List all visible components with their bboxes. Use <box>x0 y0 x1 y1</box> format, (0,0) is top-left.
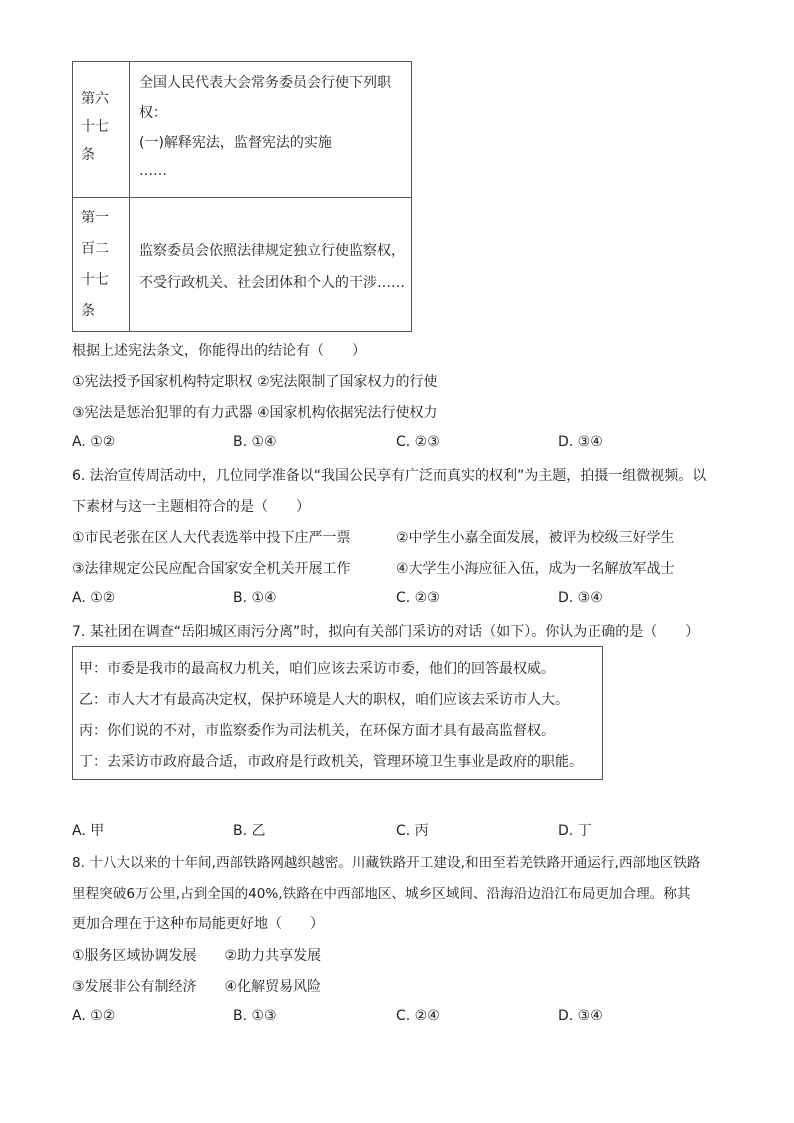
content-line: …… <box>139 163 167 179</box>
q5-option-d[interactable]: D. ③④ <box>558 434 603 450</box>
label-line: 第六 <box>81 91 109 107</box>
q6-option-b[interactable]: B. ①④ <box>233 590 277 606</box>
q8-stem: 更加合理在于这种布局能更好地（ ） <box>72 916 324 932</box>
q7-option-b[interactable]: B. 乙 <box>233 823 266 839</box>
article-67-label <box>81 85 109 169</box>
q8-option-a[interactable]: A. ①② <box>72 1008 116 1024</box>
q8-stem: 8. 十八大以来的十年间,西部铁路网越织越密。川藏铁路开工建设,和田至若羌铁路开通运行,西部地区铁路 <box>72 855 701 871</box>
article-table <box>72 61 412 332</box>
content-line: 不受行政机关、社会团体和个人的干涉…… <box>139 275 405 291</box>
content-line: (一)解释宪法，监督宪法的实施 <box>139 135 332 151</box>
dialog-line-bing: 丙：你们说的不对，市监察委作为司法机关，在环保方面才具有最高监督权。 <box>79 723 555 739</box>
q6-statement: ③法律规定公民应配合国家安全机关开展工作 <box>72 561 351 577</box>
q8-option-c[interactable]: C. ②④ <box>396 1008 440 1024</box>
q8-stem: 里程突破6万公里,占到全国的40%,铁路在中西部地区、城乡区域间、沿海沿边沿江布局更加合理。称其 <box>72 886 691 902</box>
article-67-content <box>139 68 391 184</box>
q6-stem: 下素材与这一主题相符合的是（ ） <box>72 499 310 515</box>
q6-option-d[interactable]: D. ③④ <box>558 590 603 606</box>
q6-option-c[interactable]: C. ②③ <box>396 590 440 606</box>
q7-stem: 7. 某社团在调查“岳阳城区雨污分离”时，拟向有关部门采访的对话（如下）。你认为正确的是（ ） <box>72 624 700 640</box>
label-line: 条 <box>81 303 95 319</box>
q7-option-c[interactable]: C. 丙 <box>396 823 429 839</box>
content-line: 监察委员会依照法律规定独立行使监察权， <box>139 243 405 259</box>
q6-statement: ②中学生小嘉全面发展，被评为校级三好学生 <box>396 530 675 546</box>
q8-option-b[interactable]: B. ①③ <box>233 1008 277 1024</box>
dialog-line-yi: 乙：市人大才有最高决定权，保护环境是人大的职权，咱们应该去采访市人大。 <box>79 692 569 708</box>
q8-statement: ①服务区域协调发展 ②助力共享发展 <box>72 948 322 964</box>
q8-option-d[interactable]: D. ③④ <box>558 1008 603 1024</box>
table-column-divider <box>129 62 130 331</box>
q6-statement: ①市民老张在区人大代表选举中投下庄严一票 <box>72 530 351 546</box>
q5-stem: 根据上述宪法条文，你能得出的结论有（ ） <box>72 343 366 359</box>
q6-statement: ④大学生小海应征入伍，成为一名解放军战士 <box>396 561 675 577</box>
q7-option-a[interactable]: A. 甲 <box>72 823 105 839</box>
article-127-label <box>81 203 109 327</box>
q8-statement: ③发展非公有制经济 ④化解贸易风险 <box>72 979 322 995</box>
label-line: 十七 <box>81 119 109 135</box>
q7-option-d[interactable]: D. 丁 <box>558 823 592 839</box>
q5-statement: ③宪法是惩治犯罪的有力武器 ④国家机构依据宪法行使权力 <box>72 405 438 421</box>
article-127-content <box>139 235 405 299</box>
table-row-divider <box>73 197 411 198</box>
label-line: 第一 <box>81 210 109 226</box>
label-line: 十七 <box>81 272 109 288</box>
content-line: 权： <box>139 105 167 121</box>
dialog-line-ding: 丁：去采访市政府最合适，市政府是行政机关，管理环境卫生事业是政府的职能。 <box>79 754 583 770</box>
q7-dialog-box <box>72 646 603 780</box>
q5-statement: ①宪法授予国家机构特定职权 ②宪法限制了国家权力的行使 <box>72 374 438 390</box>
q5-option-c[interactable]: C. ②③ <box>396 434 440 450</box>
label-line: 条 <box>81 147 95 163</box>
q5-option-b[interactable]: B. ①④ <box>233 434 277 450</box>
label-line: 百二 <box>81 241 109 257</box>
q6-stem: 6. 法治宣传周活动中，几位同学准备以“我国公民享有广泛而真实的权利”为主题，拍摄一组微视频。以 <box>72 468 707 484</box>
q5-option-a[interactable]: A. ①② <box>72 434 116 450</box>
dialog-line-jia: 甲：市委是我市的最高权力机关，咱们应该去采访市委，他们的回答最权威。 <box>79 661 555 677</box>
q6-option-a[interactable]: A. ①② <box>72 590 116 606</box>
content-line: 全国人民代表大会常务委员会行使下列职 <box>139 75 391 91</box>
